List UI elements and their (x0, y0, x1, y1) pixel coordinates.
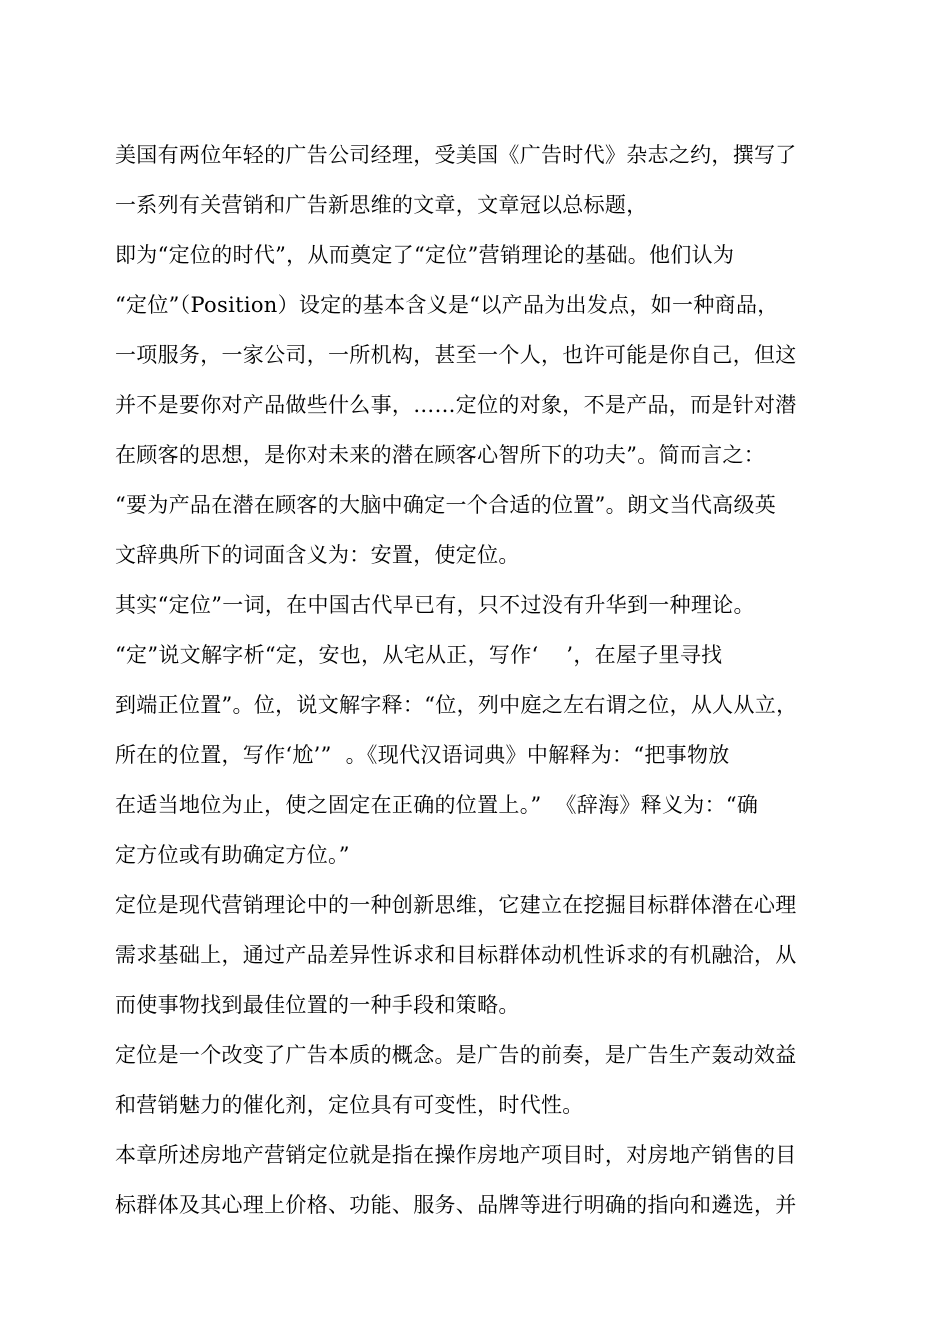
text-line: 本章所述房地产营销定位就是指在操作房地产项目时，对房地产销售的目 (115, 1143, 797, 1167)
text-line: 标群体及其心理上价格、功能、服务、品牌等进行明确的指向和遴选，并 (115, 1193, 797, 1217)
text-line: 和营销魅力的催化剂，定位具有可变性，时代性。 (115, 1093, 584, 1117)
text-line: 而使事物找到最佳位置的一种手段和策略。 (115, 993, 520, 1017)
text-line: 文辞典所下的词面含义为：安置，使定位。 (115, 543, 520, 567)
text-line: 其实“定位”一词，在中国古代早已有，只不过没有升华到一种理论。 (115, 593, 755, 617)
text-line: 定位是现代营销理论中的一种创新思维，它建立在挖掘目标群体潜在心理 (115, 893, 797, 917)
text-line: “定位”（Position）设定的基本含义是“以产品为出发点，如一种商品， (115, 293, 779, 317)
text-line: 美国有两位年轻的广告公司经理，受美国《广告时代》杂志之约，撰写了 (115, 143, 797, 167)
text-line: 定方位或有助确定方位。” (115, 843, 350, 867)
text-line: 到端正位置”。位，说文解字释：“位，列中庭之左右谓之位，从人从立， (115, 693, 798, 717)
text-line: 需求基础上，通过产品差异性诉求和目标群体动机性诉求的有机融洽，从 (115, 943, 797, 967)
text-line: “要为产品在潜在顾客的大脑中确定一个合适的位置”。朗文当代高级英 (115, 493, 777, 517)
text-line: 一项服务，一家公司，一所机构，甚至一个人，也许可能是你自己，但这 (115, 343, 797, 367)
text-line: 所在的位置，写作‘尬’” 。《现代汉语词典》中解释为：“把事物放 (115, 743, 730, 767)
text-line: 在顾客的思想，是你对未来的潜在顾客心智所下的功夫”。简而言之： (115, 443, 766, 467)
text-line: 即为“定位的时代”，从而奠定了“定位”营销理论的基础。他们认为 (115, 243, 735, 267)
text-line: 定位是一个改变了广告本质的概念。是广告的前奏，是广告生产轰动效益 (115, 1043, 797, 1067)
text-line: 并不是要你对产品做些什么事，……定位的对象，不是产品，而是针对潜 (115, 393, 797, 417)
text-line: 在适当地位为止，使之固定在正确的位置上。” 《辞海》释义为：“确 (115, 793, 759, 817)
text-line: “定”说文解字析“定，安也，从宅从正，写作‘ ’，在屋子里寻找 (115, 643, 723, 667)
body-text (115, 130, 855, 1230)
text-line: 一系列有关营销和广告新思维的文章，文章冠以总标题， (115, 193, 648, 217)
